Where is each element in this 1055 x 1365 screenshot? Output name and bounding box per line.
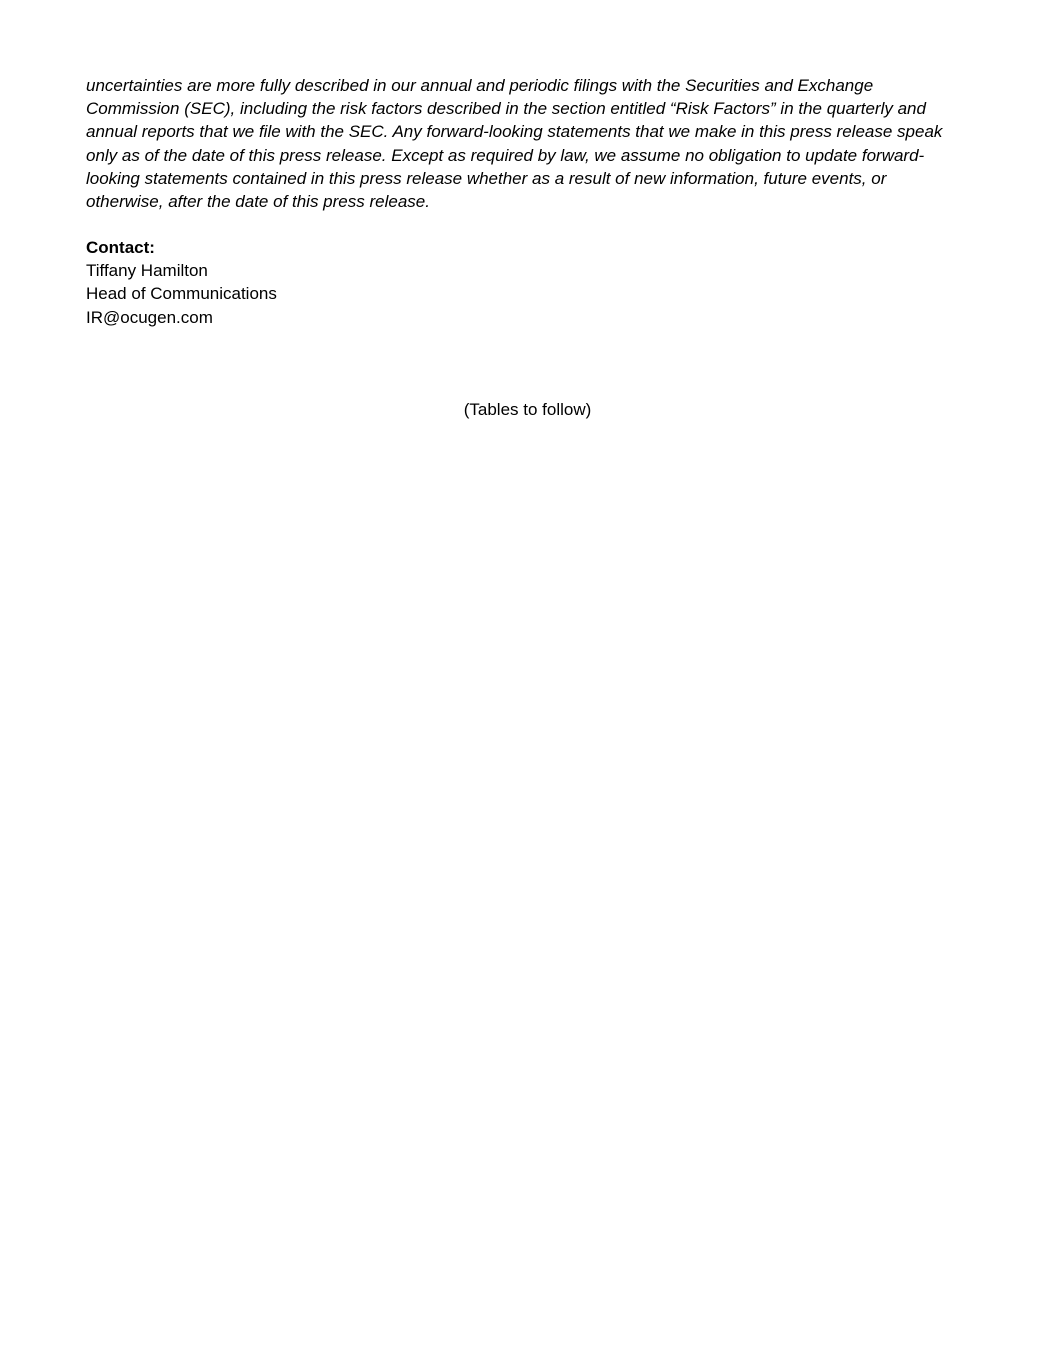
tables-to-follow-note: (Tables to follow) [463,400,592,419]
disclaimer-line: Commission (SEC), including the risk factors described in the section entitled “Risk Factors” in the quarterly and [86,99,926,119]
disclaimer-line: only as of the date of this press release. Except as required by law, we assume no obligation to update forward- [86,145,925,165]
contact-block [86,236,277,329]
contact-title: Head of Communications [86,284,277,304]
contact-name: Tiffany Hamilton [86,261,208,281]
disclaimer-line: annual reports that we file with the SEC. Any forward-looking statements that we make in this press release speak [86,122,943,142]
contact-label: Contact: [86,238,155,257]
disclaimer-line: uncertainties are more fully described in our annual and periodic filings with the Securities and Exchange [86,76,874,95]
contact-email: IR@ocugen.com [86,307,213,327]
forward-looking-disclaimer [86,74,971,213]
disclaimer-line: otherwise, after the date of this press release. [86,192,430,212]
disclaimer-line: looking statements contained in this press release whether as a result of new information, future events, or [86,168,887,188]
